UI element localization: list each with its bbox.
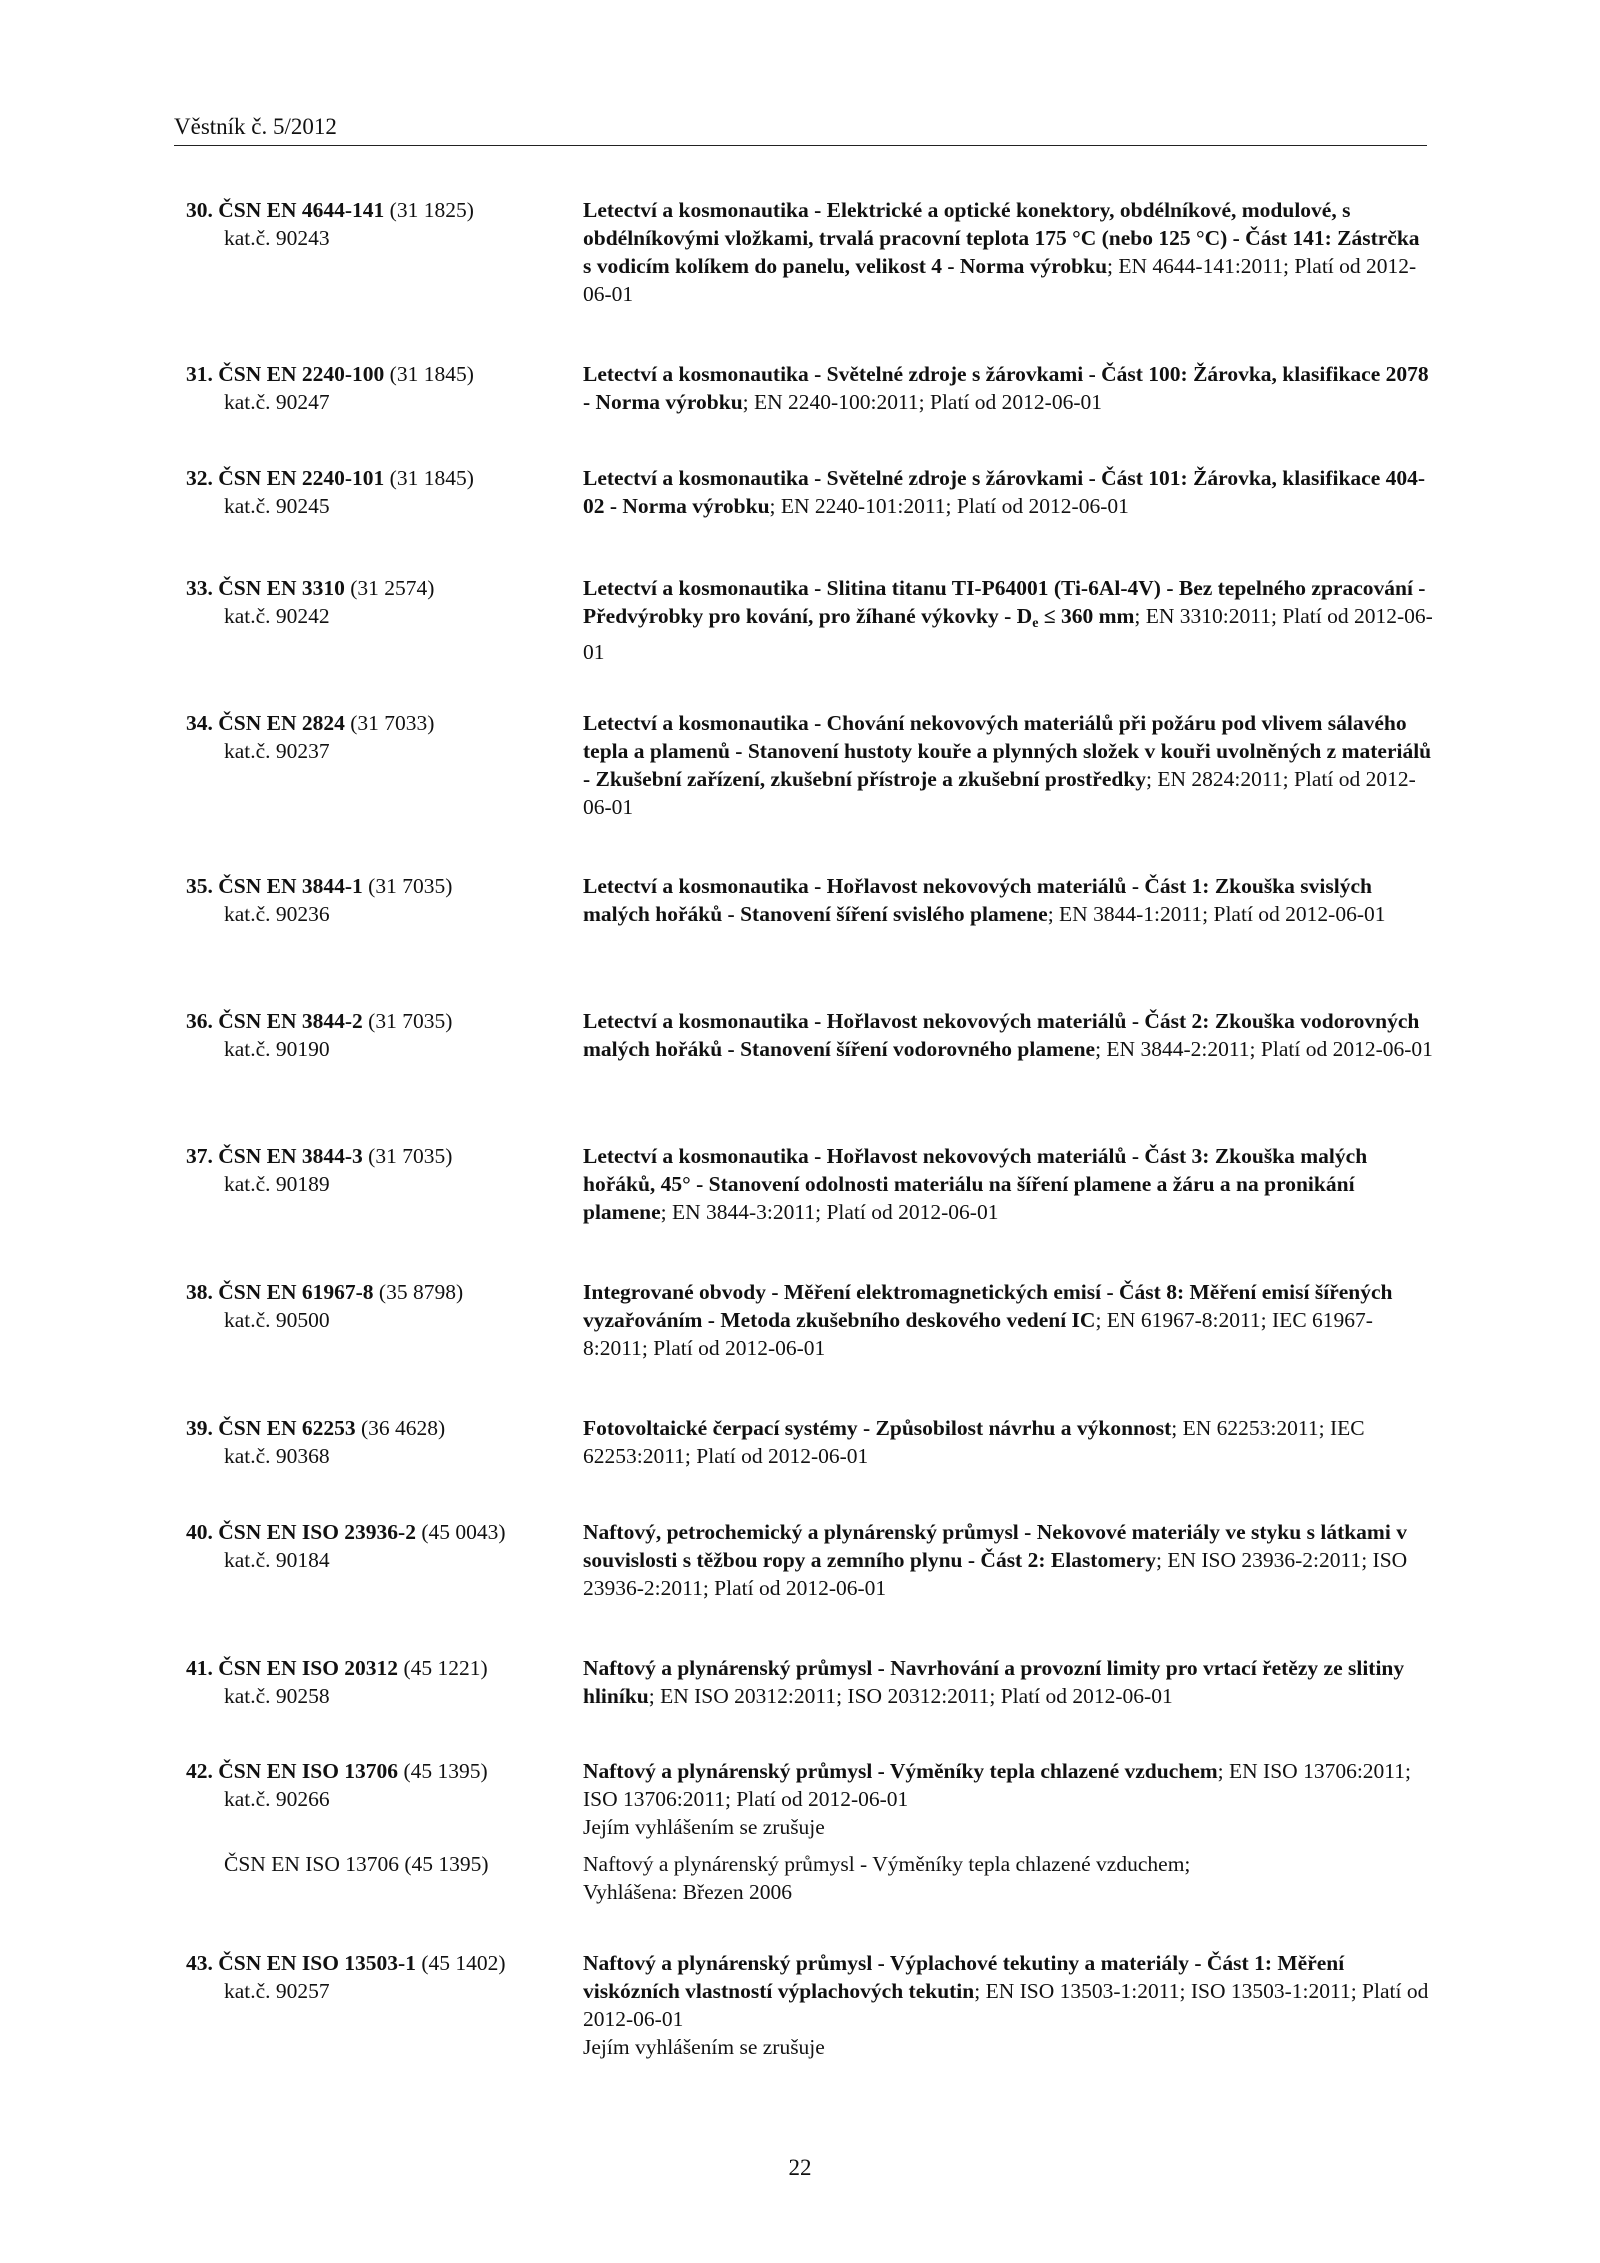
catalog-number: kat.č. 90368 [224,1444,330,1468]
standard-description [583,872,1433,928]
entry-number: 34. [186,711,213,735]
standard-description [583,574,1433,666]
standard-reference: ; EN 62253:2011; IEC 62253:2011; Platí od 2012-06-01 [583,1416,1365,1468]
standard-reference: ; EN 2240-100:2011; Platí od 2012-06-01 [742,390,1102,414]
standard-id-block [186,872,566,928]
standard-id-block [186,1414,566,1470]
standard-code: ČSN EN ISO 20312 [218,1656,399,1680]
standard-title: Fotovoltaické čerpací systémy - Způsobilost návrhu a výkonnost [583,1416,1172,1440]
catalog-number: kat.č. 90257 [224,1979,330,2003]
standard-code: ČSN EN 3844-2 [218,1009,363,1033]
standard-title: Naftový a plynárenský průmysl - Výměníky tepla chlazené vzduchem [583,1759,1218,1783]
entry-number: 40. [186,1520,213,1544]
standard-id-block [186,1949,566,2005]
classification-code: (45 0043) [421,1520,506,1544]
replaced-standard-title: Naftový a plynárenský průmysl - Výměníky tepla chlazené vzduchem; [583,1852,1191,1876]
classification-code: (35 8798) [378,1280,464,1304]
standard-id-block [186,360,566,416]
catalog-number: kat.č. 90184 [224,1548,330,1572]
standard-id-block [186,1278,566,1334]
standard-reference: ; EN 4644-141:2011; Platí od 2012-06-01 [583,254,1417,306]
standard-code: ČSN EN ISO 13503-1 [218,1951,416,1975]
standard-reference: ; EN 2824:2011; Platí od 2012-06-01 [583,767,1416,819]
standard-id-block [186,1142,566,1198]
standard-title: Letectví a kosmonautika - Chování nekovových materiálů při požáru pod vlivem sálavého tepla a plamenů - Stanovení hustoty kouře a plynných složek v kouři uvolněných z materiálů - Zkušební zařízení, zkušební přístroje a zkušební prostředky [583,711,1432,791]
standard-description [583,1757,1433,1841]
bulletin-title: Věstník č. 5/2012 [174,114,337,139]
standard-title: Letectví a kosmonautika - Slitina titanu TI-P64001 (Ti-6Al-4V) - Bez tepelného zpracování - Předvýrobky pro kování, pro žíhané výkovky - D [583,576,1426,628]
standard-code: ČSN EN ISO 13706 [218,1759,399,1783]
standard-description [583,1518,1433,1602]
standard-code: ČSN EN 3844-3 [218,1144,363,1168]
replaced-standard-id [186,1850,566,1878]
classification-code: (31 1845) [389,362,474,386]
standard-id-block [186,196,566,252]
standard-code: ČSN EN 62253 [218,1416,356,1440]
catalog-number: kat.č. 90243 [224,226,330,250]
standard-code: ČSN EN ISO 23936-2 [218,1520,416,1544]
standard-description [583,360,1433,416]
standard-title-end: ≤ 360 mm [1038,604,1135,628]
classification-code: (31 7035) [368,1144,453,1168]
entry-number: 36. [186,1009,213,1033]
standard-description [583,1654,1433,1710]
standard-reference: ; EN 3844-1:2011; Platí od 2012-06-01 [1047,902,1386,926]
catalog-number: kat.č. 90189 [224,1172,330,1196]
catalog-number: kat.č. 90190 [224,1037,330,1061]
standard-title: Letectví a kosmonautika - Hořlavost nekovových materiálů - Část 2: Zkouška vodorovných malých hořáků - Stanovení šíření vodorovného plamene [583,1009,1420,1061]
bulletin-header [174,112,1427,146]
entry-number: 41. [186,1656,213,1680]
standard-description [583,464,1433,520]
standard-code: ČSN EN 3310 [218,576,345,600]
classification-code: (31 7035) [368,874,453,898]
standard-description [583,1414,1433,1470]
entry-number: 43. [186,1951,213,1975]
catalog-number: kat.č. 90247 [224,390,330,414]
withdrawal-note: Jejím vyhlášením se zrušuje [583,2035,825,2059]
standard-description [583,1278,1433,1362]
standard-id-block [186,1007,566,1063]
entry-number: 35. [186,874,213,898]
classification-code: (31 1845) [389,466,474,490]
standard-description [583,709,1433,821]
standard-id-block [186,709,566,765]
replaced-standard-description [583,1850,1433,1906]
standard-id-block [186,1654,566,1710]
standard-reference: ; EN ISO 13706:2011; ISO 13706:2011; Platí od 2012-06-01 [583,1759,1411,1811]
page-footer [0,2154,1600,2182]
classification-code: (45 1395) [403,1759,488,1783]
standard-title: Letectví a kosmonautika - Hořlavost nekovových materiálů - Část 1: Zkouška svislých malých hořáků - Stanovení šíření svislého plamene [583,874,1372,926]
catalog-number: kat.č. 90245 [224,494,330,518]
standard-reference: ; EN ISO 13503-1:2011; ISO 13503-1:2011; Platí od 2012-06-01 [583,1979,1429,2031]
standard-reference: ; EN ISO 20312:2011; ISO 20312:2011; Platí od 2012-06-01 [648,1684,1173,1708]
standard-reference: ; EN 3844-3:2011; Platí od 2012-06-01 [660,1200,999,1224]
standard-title: Naftový, petrochemický a plynárenský průmysl - Nekovové materiály ve styku s látkami v souvislosti s těžbou ropy a zemního plynu - Část 2: Elastomery [583,1520,1407,1572]
standard-id-block [186,574,566,630]
page-number: 22 [788,2155,812,2180]
standard-code: ČSN EN 2240-100 [218,362,385,386]
entry-number: 39. [186,1416,213,1440]
entry-number: 31. [186,362,213,386]
standard-reference: ; EN ISO 23936-2:2011; ISO 23936-2:2011; Platí od 2012-06-01 [583,1548,1408,1600]
standard-code: ČSN EN 61967-8 [218,1280,374,1304]
entry-number: 38. [186,1280,213,1304]
standard-title: Letectví a kosmonautika - Světelné zdroje s žárovkami - Část 101: Žárovka, klasifikace 404-02 - Norma výrobku [583,466,1426,518]
entry-number: 32. [186,466,213,490]
classification-code: (31 7033) [350,711,435,735]
classification-code: (36 4628) [361,1416,446,1440]
withdrawal-note: Jejím vyhlášením se zrušuje [583,1815,825,1839]
standard-id-block [186,1518,566,1574]
standard-title: Naftový a plynárenský průmysl - Navrhování a provozní limity pro vrtací řetězy ze slitiny hliníku [583,1656,1405,1708]
standard-reference: ; EN 2240-101:2011; Platí od 2012-06-01 [769,494,1129,518]
classification-code: (31 1825) [389,198,474,222]
catalog-number: kat.č. 90242 [224,604,330,628]
entry-number: 37. [186,1144,213,1168]
classification-code: (31 7035) [368,1009,453,1033]
standard-reference: ; EN 3844-2:2011; Platí od 2012-06-01 [1095,1037,1433,1061]
catalog-number: kat.č. 90500 [224,1308,330,1332]
entry-number: 42. [186,1759,213,1783]
standard-code: ČSN EN 4644-141 [218,198,385,222]
catalog-number: kat.č. 90237 [224,739,330,763]
replaced-standard-code: ČSN EN ISO 13706 (45 1395) [224,1852,489,1876]
classification-code: (45 1221) [403,1656,488,1680]
standard-code: ČSN EN 2824 [218,711,345,735]
standard-title: Integrované obvody - Měření elektromagnetických emisí - Část 8: Měření emisí šířených vyzařováním - Metoda zkušebního deskového vedení IC [583,1280,1393,1332]
subscript-e: e [1032,616,1039,631]
classification-code: (45 1402) [421,1951,506,1975]
catalog-number: kat.č. 90266 [224,1787,330,1811]
standard-title: Letectví a kosmonautika - Světelné zdroje s žárovkami - Část 100: Žárovka, klasifikace 2078 - Norma výrobku [583,362,1429,414]
standard-id-block [186,464,566,520]
standard-code: ČSN EN 3844-1 [218,874,363,898]
classification-code: (31 2574) [350,576,435,600]
standard-title: Naftový a plynárenský průmysl - Výplachové tekutiny a materiály - Část 1: Měření viskózních vlastností výplachových tekutin [583,1951,1345,2003]
standard-code: ČSN EN 2240-101 [218,466,385,490]
standard-description [583,1007,1433,1063]
catalog-number: kat.č. 90258 [224,1684,330,1708]
standard-title: Letectví a kosmonautika - Elektrické a optické konektory, obdélníkové, modulové, s obdélníkovými vložkami, trvalá pracovní teplota 175 °C (nebo 125 °C) - Část 141: Zástrčka s vodicím kolíkem do panelu, velikost 4 - Norma výrobku [583,198,1420,278]
catalog-number: kat.č. 90236 [224,902,330,926]
standard-description [583,1949,1433,2061]
standard-id-block [186,1757,566,1813]
entry-number: 30. [186,198,213,222]
standard-description [583,196,1433,308]
replaced-standard-date: Vyhlášena: Březen 2006 [583,1880,792,1904]
standard-description [583,1142,1433,1226]
standard-reference: ; EN 61967-8:2011; IEC 61967-8:2011; Platí od 2012-06-01 [583,1308,1373,1360]
standard-reference: ; EN 3310:2011; Platí od 2012-06-01 [583,604,1433,664]
entry-number: 33. [186,576,213,600]
standard-title: Letectví a kosmonautika - Hořlavost nekovových materiálů - Část 3: Zkouška malých hořáků, 45° - Stanovení odolnosti materiálu na šíření plamene a žáru a na pronikání plamene [583,1144,1368,1224]
